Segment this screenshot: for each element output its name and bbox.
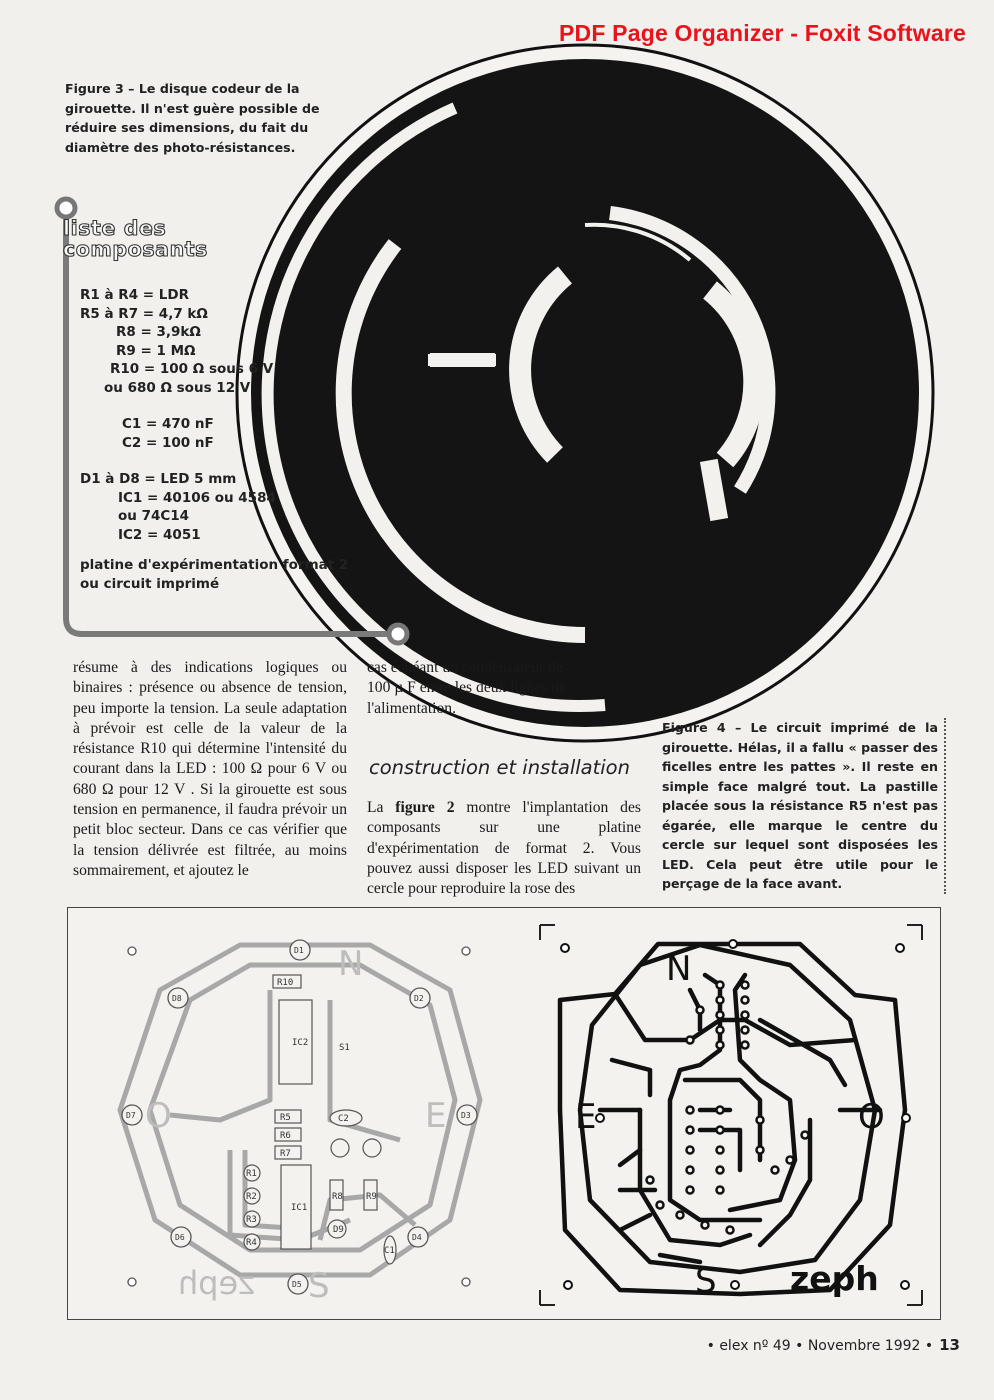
figure3-caption: Figure 3 – Le disque codeur de la girouette. Il n'est guère possible de réduire ses dimensions, du fait du diamètre des photo-résistances. <box>65 81 320 155</box>
component-label: D9 <box>333 1225 344 1235</box>
component-label: R2 <box>246 1192 257 1202</box>
component-label: IC1 <box>291 1203 308 1213</box>
compass-letter: N <box>666 949 692 989</box>
led-label: D2 <box>414 994 424 1003</box>
parts-row: platine d'expérimentation format 2 <box>80 557 349 573</box>
pcb-label: zeph <box>790 1259 879 1298</box>
led-label: D1 <box>294 946 304 955</box>
component-label: R4 <box>246 1238 257 1248</box>
compass-letter: N <box>338 944 364 984</box>
component-label: S1 <box>339 1043 350 1053</box>
page-footer <box>707 1336 960 1354</box>
parts-row: R1 à R4 = LDR <box>80 287 190 303</box>
parts-row: ou 74C14 <box>118 508 190 524</box>
body-column-2-top: cas échéant un condensateur de 100 µ F entre les deux lignes de l'alimentation. <box>367 659 567 717</box>
led-label: D6 <box>175 1233 185 1242</box>
led-label: D4 <box>412 1233 422 1242</box>
figure4-caption: Figure 4 – Le circuit imprimé de la girouette. Hélas, il a fallu « passer des ficelles entre les pattes ». Il reste en simple face malgré tout. La pastille placée sous la résistance R5 n'est pas égarée, elle marque le centre du cercle sur lequel sont disposées les LED. Cela peut être utile pour le perçage de la face avant. <box>662 718 946 894</box>
component-label: R3 <box>246 1215 257 1225</box>
compass-letter: O <box>858 1097 885 1137</box>
component-label: R8 <box>332 1192 343 1202</box>
mirror-label: zeph <box>177 1264 255 1302</box>
compass-letter: E <box>575 1097 597 1137</box>
body-text-part: montre l'implantation des composants sur une platine d'expérimentation de format 2. Vous pouvez aussi disposer les LED suivant un cercle pour reproduire la rose des <box>367 799 641 898</box>
component-label: R7 <box>280 1149 291 1159</box>
compass-letter: O <box>145 1096 172 1136</box>
parts-row: R9 = 1 MΩ <box>116 342 196 359</box>
footer-text: • elex nº 49 • Novembre 1992 • <box>706 1338 934 1354</box>
parts-row: IC2 = 4051 <box>118 526 201 543</box>
section-heading: construction et installation <box>369 756 630 779</box>
component-label: R6 <box>280 1131 291 1141</box>
component-label: R5 <box>280 1113 291 1123</box>
parts-title-line2: composants <box>63 237 208 261</box>
led-label: D3 <box>461 1111 471 1120</box>
parts-row: ou 680 Ω sous 12 V <box>104 379 251 396</box>
led-label: D5 <box>292 1280 302 1289</box>
component-label: R10 <box>277 978 294 988</box>
watermark: PDF Page Organizer - Foxit Software <box>558 20 966 46</box>
parts-row: R5 à R7 = 4,7 kΩ <box>80 305 208 322</box>
compass-letter: S <box>308 1266 330 1306</box>
component-label: C1 <box>384 1246 395 1256</box>
parts-row: R8 = 3,9kΩ <box>116 324 201 340</box>
parts-row: C1 = 470 nF <box>122 416 214 432</box>
figure-reference: figure 2 <box>395 799 455 816</box>
compass-letter: S <box>695 1261 717 1301</box>
parts-row: R10 = 100 Ω sous 6 V <box>110 361 274 377</box>
component-label: R1 <box>246 1169 257 1179</box>
component-label: C2 <box>338 1114 349 1124</box>
parts-row: IC1 = 40106 ou 4584 <box>118 489 276 506</box>
component-label: R9 <box>366 1192 377 1202</box>
page-number: 13 <box>939 1336 960 1354</box>
parts-row: C2 = 100 nF <box>122 434 214 451</box>
parts-row: D1 à D8 = LED 5 mm <box>80 471 237 487</box>
body-text-part: La <box>367 799 396 816</box>
led-label: D7 <box>126 1111 136 1120</box>
body-column-1: résume à des indications logiques ou binaires : présence ou absence de tension, peu importe la tension. La seule adaptation à prévoir est celle de la valeur de la résistance R10 qui détermine l'intensité du courant dans la LED : 100 Ω pour 6 V ou 680 Ω pour 12 V . Si la girouette est sous tension en permanence, il faudra prévoir un petit bloc secteur. Dans ce cas vérifier que la tension délivrée est filtrée, au moins sommairement, et ajoutez le <box>73 659 347 879</box>
led-label: D8 <box>172 994 182 1003</box>
component-label: IC2 <box>292 1038 309 1048</box>
parts-title-line1: liste des <box>63 216 167 240</box>
compass-letter: E <box>425 1096 447 1136</box>
parts-row: ou circuit imprimé <box>80 575 220 592</box>
